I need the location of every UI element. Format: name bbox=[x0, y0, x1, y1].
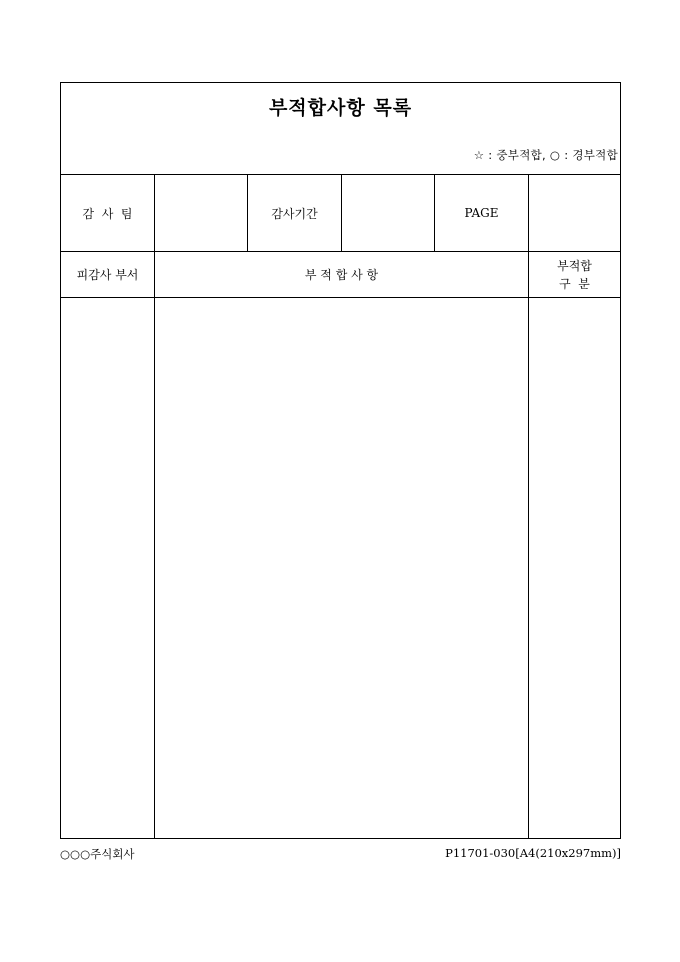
audit-team-label bbox=[61, 175, 155, 251]
nonconformity-items-header bbox=[155, 252, 529, 297]
form-code: P11701-030[A4(210x297mm)] bbox=[445, 846, 621, 860]
class-header-line1: 부적합 bbox=[557, 258, 592, 273]
nonconformity-items-header-text: 부 적 합 사 항 bbox=[304, 268, 379, 282]
severity-legend: ☆ : 중부적합, ○ : 경부적합 bbox=[473, 148, 618, 162]
nonconformity-list-form bbox=[60, 82, 621, 839]
nonconformity-class-header bbox=[529, 252, 620, 297]
audit-period-field[interactable] bbox=[342, 175, 435, 251]
company-name: ○○○주식회사 bbox=[60, 847, 135, 861]
audit-period-label bbox=[248, 175, 342, 251]
audited-dept-header bbox=[61, 252, 155, 297]
form-header bbox=[61, 83, 620, 175]
class-header-line2: 구 분 bbox=[559, 276, 590, 291]
page-label bbox=[435, 175, 529, 251]
column-header-row bbox=[61, 252, 620, 298]
page-label-text: PAGE bbox=[464, 206, 499, 220]
audit-period-label-text: 감사기간 bbox=[271, 206, 318, 221]
page-field[interactable] bbox=[529, 175, 620, 251]
audit-team-label-text: 감 사 팀 bbox=[82, 206, 133, 221]
nonconformity-class-entry[interactable] bbox=[529, 298, 620, 838]
audited-dept-header-text: 피감사 부서 bbox=[76, 268, 139, 282]
audited-dept-entry[interactable] bbox=[61, 298, 155, 838]
entry-body-row bbox=[61, 298, 620, 838]
form-title: 부적합사항 목록 bbox=[268, 97, 413, 119]
nonconformity-items-entry[interactable] bbox=[155, 298, 529, 838]
audit-info-row bbox=[61, 175, 620, 252]
audit-team-field[interactable] bbox=[155, 175, 248, 251]
